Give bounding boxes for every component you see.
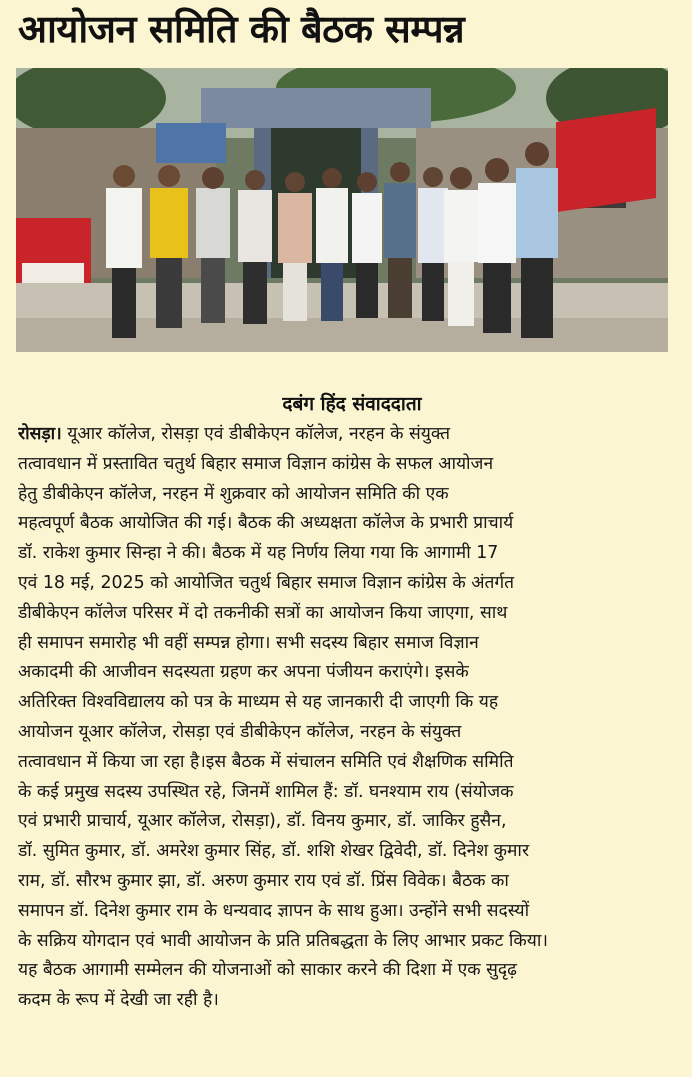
- article-line: [18, 450, 668, 480]
- article-line-text: तत्वावधान में प्रस्तावित चतुर्थ बिहार समाज विज्ञान कांग्रेस के सफल आयोजन: [18, 453, 494, 474]
- article-line-text: तत्वावधान में किया जा रहा है।इस बैठक में संचालन समिति एवं शैक्षणिक समिति: [18, 751, 514, 772]
- article-line-text: यह बैठक आगामी सम्मेलन की योजनाओं को साकार करने की दिशा में एक सुदृढ़: [18, 960, 517, 981]
- article-line-text: डॉ. सुमित कुमार, डॉ. अमरेश कुमार सिंह, डॉ. शशि शेखर द्विवेदी, डॉ. दिनेश कुमार: [18, 841, 530, 862]
- article-line: [18, 748, 668, 778]
- article-line: [18, 629, 668, 659]
- article-line-text: ही समापन समारोह भी वहीं सम्पन्न होगा। सभी सदस्य बिहार समाज विज्ञान: [18, 632, 479, 653]
- article-line-text: एवं 18 मई, 2025 को आयोजित चतुर्थ बिहार समाज विज्ञान कांग्रेस के अंतर्गत: [18, 572, 515, 593]
- article-line: [18, 509, 668, 539]
- dateline: रोसड़ा।: [18, 424, 62, 444]
- article-line: [18, 867, 668, 897]
- article-line-text: राम, डॉ. सौरभ कुमार झा, डॉ. अरुण कुमार राय एवं डॉ. प्रिंस विवेक। बैठक का: [18, 870, 509, 891]
- people-group: [106, 142, 558, 338]
- article-line: [18, 658, 668, 688]
- article-line-text: के कई प्रमुख सदस्य उपस्थित रहे, जिनमें शामिल हैं: डॉ. घनश्याम राय (संयोजक: [18, 781, 514, 802]
- headline: आयोजन समिति की बैठक सम्पन्न: [18, 7, 465, 51]
- article-line-text: के सक्रिय योगदान एवं भावी आयोजन के प्रति प्रतिबद्धता के लिए आभार प्रकट किया।: [18, 930, 548, 951]
- article-line: [18, 569, 668, 599]
- article-line: [18, 986, 668, 1016]
- article-line-text: एवं प्रभारी प्राचार्य, यूआर कॉलेज, रोसड़ा), डॉ. विनय कुमार, डॉ. जाकिर हुसैन,: [18, 811, 507, 832]
- article-line-text: यूआर कॉलेज, रोसड़ा एवं डीबीकेएन कॉलेज, नरहन के संयुक्त: [61, 424, 451, 444]
- group-photo-illustration: [16, 68, 668, 352]
- article-line: [18, 718, 668, 748]
- article-line-text: समापन डॉ. दिनेश कुमार राम के धन्यवाद ज्ञापन के साथ हुआ। उन्होंने सभी सदस्यों: [18, 900, 530, 921]
- article-line: [18, 778, 668, 808]
- article-line-text: डीबीकेएन कॉलेज परिसर में दो तकनीकी सत्रों का आयोजन किया जाएगा, साथ: [18, 602, 508, 623]
- article-line: [18, 599, 668, 629]
- article-line-text: अकादमी की आजीवन सदस्यता ग्रहण कर अपना पंजीयन कराएंगे। इसके: [18, 662, 469, 683]
- article-line-text: डॉ. राकेश कुमार सिन्हा ने की। बैठक में यह निर्णय लिया गया कि आगामी 17: [18, 543, 499, 564]
- article-line: [18, 897, 668, 927]
- article-line: [18, 420, 668, 450]
- byline: दबंग हिंद संवाददाता: [282, 393, 422, 415]
- article-line-text: कदम के रूप में देखी जा रही है।: [18, 990, 219, 1011]
- article-line-text: महत्वपूर्ण बैठक आयोजित की गई। बैठक की अध्यक्षता कॉलेज के प्रभारी प्राचार्य: [18, 513, 514, 534]
- article-line: [18, 927, 668, 957]
- article-line: [18, 956, 668, 986]
- article-line-text: अतिरिक्त विश्वविद्यालय को पत्र के माध्यम से यह जानकारी दी जाएगी कि यह: [18, 692, 499, 713]
- article-line: [18, 688, 668, 718]
- article-body: [18, 420, 668, 1016]
- article-line: [18, 807, 668, 837]
- article-line: [18, 539, 668, 569]
- article-line-text: हेतु डीबीकेएन कॉलेज, नरहन में शुक्रवार को आयोजन समिति की एक: [18, 483, 449, 504]
- group-photo: [16, 68, 668, 352]
- article-line: [18, 480, 668, 510]
- article-line-text: आयोजन यूआर कॉलेज, रोसड़ा एवं डीबीकेएन कॉलेज, नरहन के संयुक्त: [18, 721, 462, 742]
- article-line: [18, 837, 668, 867]
